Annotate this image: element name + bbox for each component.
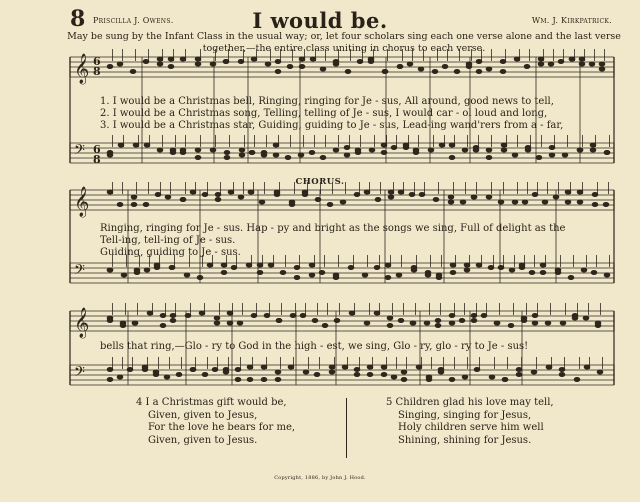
verse-divider [346,398,347,458]
svg-text:𝄞: 𝄞 [74,54,90,84]
svg-text:𝄢: 𝄢 [74,364,85,384]
copyright-notice: Copyright, 1886, by John J. Hood. [274,475,366,481]
verse-line: 4 I a Christmas gift would be, [136,397,287,408]
time-signature-bass: 6 8 [93,143,101,166]
svg-text:𝄞: 𝄞 [74,308,90,338]
page-number: 8 [70,6,86,32]
chorus-lyric-1: Ringing, ringing for Je - sus. Hap - py and bright as the songs we sing, Full of delight as the [100,223,566,234]
time-signature-treble: 6 8 [93,55,101,78]
instruction-line: together,—the entire class uniting in chorus to each verse. [202,42,486,54]
verse-line: Singing, singing for Jesus, [398,409,532,421]
hymn-title: I would be. [252,8,388,33]
svg-text:𝄢: 𝄢 [74,262,85,282]
verse-4 [136,397,336,447]
chorus-lyric-final: bells that ring,—Glo - ry to God in the high - est, we sing, Glo - ry, glo - ry to Je - sus! [100,341,529,352]
instruction-line: May be sung by the Infant Class in the usual way; or, let four scholars sing each one verse alone and the last verse [67,31,621,42]
chorus-lyric-3: Guiding, guiding to Je - sus. [100,247,241,258]
verse-lyric-3: 3. I would be a Christmas star, Guiding, guiding to Je - sus, Lead-ing wand'rers from a - far, [100,120,564,131]
svg-text:𝄞: 𝄞 [74,187,90,217]
svg-text:𝄢: 𝄢 [74,142,85,162]
verse-line: 5 Children glad his love may tell, [386,397,554,408]
verse-line: For the love he bears for me, [148,422,296,433]
verse-lyric-2: 2. I would be a Christmas song, Telling, telling of Je - sus, I would car - ol loud and long, [100,108,548,119]
verse-line: Given, given to Jesus, [148,409,258,421]
verse-line: Given, given to Jesus. [148,434,258,446]
performance-instructions [60,31,628,54]
chorus-lyric-2: Tell-ing, tell-ing of Je - sus. [100,235,236,246]
chorus-label: CHORUS. [295,177,345,187]
verse-line: Holy children serve him well [398,422,544,433]
verse-lyric-1: 1. I would be a Christmas bell, Ringing, ringing for Je - sus, All around, good news to tell, [100,96,554,107]
verse-5 [386,397,606,447]
verse-line: Shining, shining for Jesus. [398,434,532,446]
lyricist: Priscilla J. Owens. [93,16,174,25]
composer: Wm. J. Kirkpatrick. [531,16,612,25]
